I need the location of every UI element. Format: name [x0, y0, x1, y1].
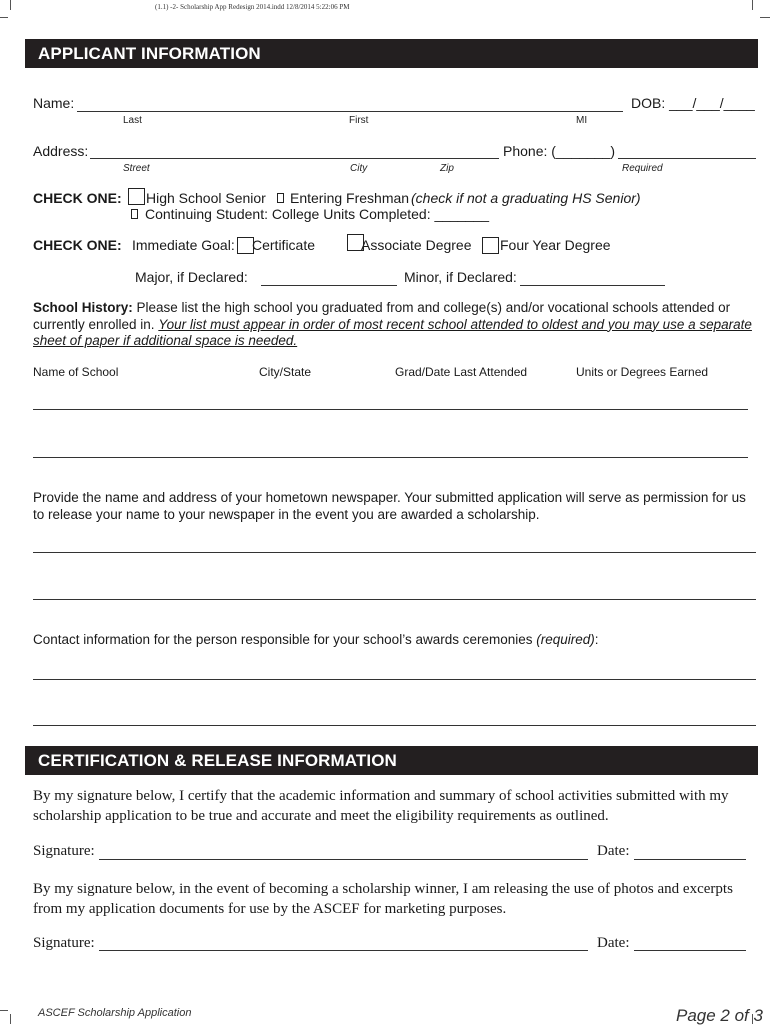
school-history-heading: School History:: [33, 300, 133, 315]
release-paragraph: By my signature below, in the event of becoming a scholarship winner, I am releasing the use of photos and excerpts from my application documents for use by the ASCEF for marketing purposes.: [33, 881, 733, 917]
four-year-degree-label: Four Year Degree: [500, 237, 611, 253]
newspaper-line-1[interactable]: [33, 552, 756, 553]
column-city-state: City/State: [259, 365, 312, 379]
crop-mark: [752, 0, 753, 10]
certification-paragraph: By my signature below, I certify that the academic information and summary of school activities submitted with my scholarship application to be true and accurate and meet the eligibility requirements as outlined.: [33, 788, 729, 824]
column-units-degrees: Units or Degrees Earned: [576, 365, 709, 379]
four-year-degree-checkbox[interactable]: [482, 237, 499, 254]
minor-label: Minor, if Declared:: [404, 269, 517, 285]
associate-degree-label: Associate Degree: [361, 237, 472, 253]
certificate-label: Certificate: [252, 237, 316, 253]
name-label: Name:: [33, 95, 75, 111]
column-grad-date: Grad/Date Last Attended: [395, 365, 528, 379]
crop-mark: [0, 1010, 8, 1011]
signature-field-2[interactable]: [99, 950, 588, 951]
contact-line-2[interactable]: [33, 725, 756, 726]
newspaper-paragraph: Provide the name and address of your hometown newspaper. Your submitted application will serve as permission for us to release your name to your newspaper in the event you are awarded a scholarship.: [33, 490, 746, 522]
contact-line-1[interactable]: [33, 679, 756, 680]
entering-freshman-checkbox[interactable]: [277, 193, 284, 203]
contact-paragraph: [33, 632, 758, 649]
signature-label-2: Signature:: [33, 935, 95, 951]
phone-label: Phone: (_______): [503, 143, 616, 159]
crop-mark: [0, 17, 8, 18]
hs-senior-checkbox[interactable]: [128, 188, 145, 205]
major-label: Major, if Declared:: [135, 269, 248, 285]
newspaper-line-2[interactable]: [33, 599, 756, 600]
applicant-section-heading: APPLICANT INFORMATION: [25, 39, 758, 68]
name-sub-first: First: [349, 115, 369, 126]
date-label-2: Date:: [597, 935, 630, 951]
school-line-1[interactable]: [33, 409, 748, 410]
address-sub-zip: Zip: [440, 163, 454, 174]
crop-mark: [760, 17, 770, 18]
signature-label-1: Signature:: [33, 843, 95, 859]
continuing-student-label: Continuing Student: College Units Completed: _______: [145, 206, 490, 222]
contact-required: (required): [536, 632, 595, 647]
school-history-text: Please list the high school you graduated from and college(s) and/or vocational schools attended or currently enrolled in.: [33, 300, 731, 332]
address-label: Address:: [33, 143, 89, 159]
check-one-label: CHECK ONE:: [33, 190, 122, 206]
phone-sub-required: Required: [622, 163, 663, 174]
school-history-paragraph: [33, 300, 758, 350]
name-sub-last: Last: [123, 115, 142, 126]
check-one-goal-label: CHECK ONE:: [33, 237, 122, 253]
contact-text: Contact information for the person responsible for your school’s awards ceremonies: [33, 632, 533, 647]
address-sub-street: Street: [123, 163, 150, 174]
crop-mark: [10, 0, 11, 10]
entering-freshman-label: Entering Freshman: [290, 190, 410, 206]
entering-freshman-note: (check if not a graduating HS Senior): [411, 190, 641, 206]
certification-section-heading: CERTIFICATION & RELEASE INFORMATION: [25, 746, 758, 775]
print-slug: (1.1) -2- Scholarship App Redesign 2014.indd 12/8/2014 5:22:06 PM: [155, 3, 350, 11]
date-field-1[interactable]: [634, 859, 746, 860]
phone-field[interactable]: [618, 158, 756, 159]
date-label-1: Date:: [597, 843, 630, 859]
major-field[interactable]: [261, 285, 397, 286]
dob-label: DOB: ___/___/____: [631, 95, 755, 111]
signature-field-1[interactable]: [99, 859, 588, 860]
address-sub-city: City: [350, 163, 368, 174]
name-field[interactable]: [77, 111, 623, 112]
continuing-student-checkbox[interactable]: [131, 209, 138, 219]
minor-field[interactable]: [520, 285, 665, 286]
footer-left: ASCEF Scholarship Application: [38, 1007, 192, 1019]
hs-senior-label: High School Senior: [146, 190, 266, 206]
school-history-emphasis: Your list must appear in order of most recent school attended to oldest and you may use a separate sheet of paper if additional space is needed.: [33, 316, 752, 348]
date-field-2[interactable]: [634, 950, 746, 951]
contact-colon: :: [594, 632, 599, 647]
address-field[interactable]: [90, 158, 499, 159]
immediate-goal-label: Immediate Goal:: [132, 237, 235, 253]
name-sub-mi: MI: [576, 115, 588, 126]
footer-right: Page 2 of 3: [676, 1006, 763, 1025]
school-line-2[interactable]: [33, 457, 748, 458]
crop-mark: [10, 1014, 11, 1024]
column-name-of-school: Name of School: [33, 365, 119, 379]
